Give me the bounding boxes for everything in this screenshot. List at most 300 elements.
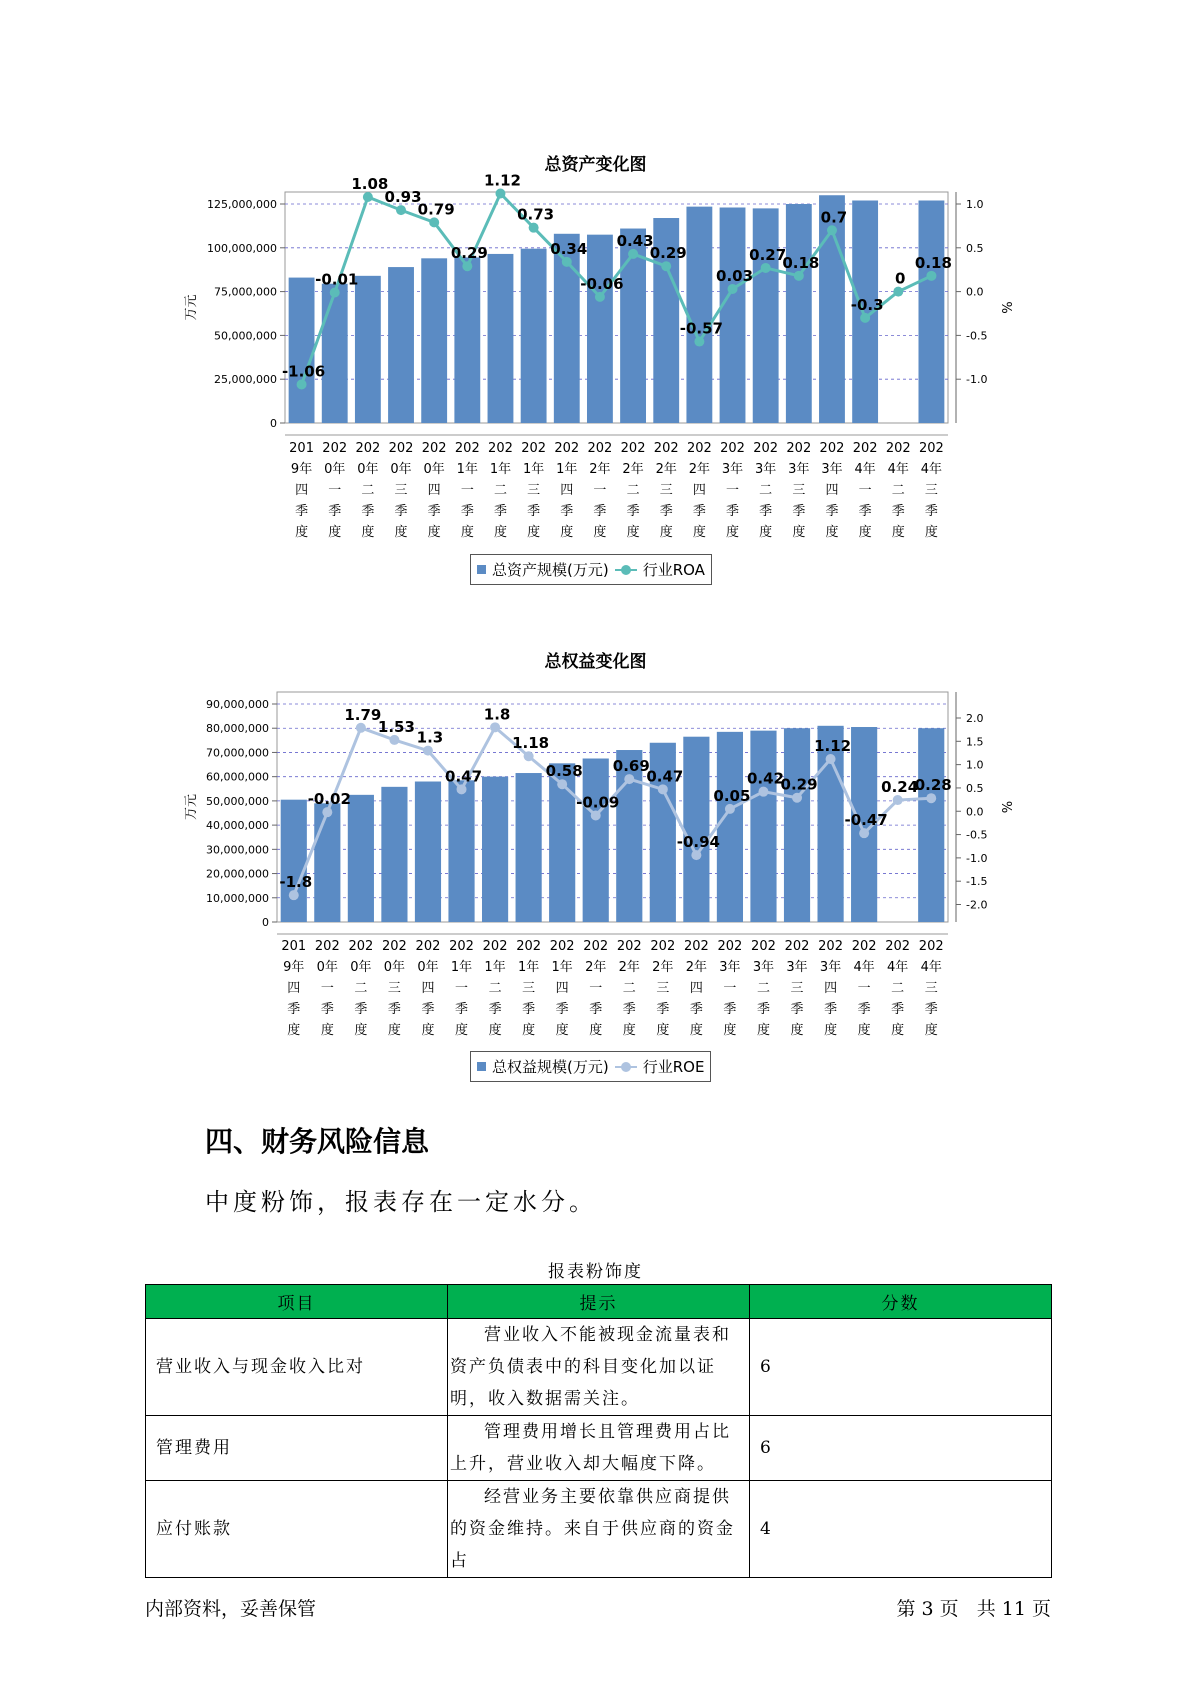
x-tick-label: 一 — [726, 483, 740, 498]
y2-tick-label: -2.0 — [966, 898, 988, 912]
y2-tick-label: 1.0 — [966, 198, 984, 211]
x-tick-label: 度 — [527, 525, 541, 540]
x-tick-label: 度 — [560, 525, 574, 540]
line-point — [761, 263, 771, 273]
row-score: 4 — [750, 1481, 1052, 1578]
x-tick-label: 季 — [354, 1002, 368, 1017]
x-tick-label: 202 — [683, 939, 709, 954]
x-tick-label: 0年 — [324, 462, 346, 477]
x-tick-label: 2年 — [655, 462, 677, 477]
x-tick-label: 季 — [756, 1002, 770, 1017]
x-tick-label: 202 — [653, 441, 679, 456]
x-tick-label: 一 — [593, 483, 607, 498]
line-point — [926, 271, 936, 281]
line-point — [429, 217, 439, 227]
x-tick-label: 0年 — [390, 462, 412, 477]
line-point — [893, 795, 903, 805]
x-tick-label: 202 — [449, 939, 474, 954]
x-tick-label: 度 — [361, 525, 375, 540]
line-point — [495, 188, 505, 198]
x-tick-label: 202 — [852, 441, 878, 456]
x-tick-label: 202 — [919, 441, 944, 456]
x-tick-label: 季 — [421, 1002, 435, 1017]
x-tick-label: 季 — [790, 1002, 804, 1017]
x-tick-label: 202 — [587, 441, 613, 456]
row-item: 管理费用 — [146, 1416, 448, 1481]
y-tick-label: 100,000,000 — [207, 241, 277, 255]
data-label: 0.05 — [713, 786, 751, 805]
x-tick-label: 四 — [824, 981, 838, 996]
x-tick-label: 3年 — [755, 462, 777, 477]
x-tick-label: 季 — [589, 1002, 603, 1017]
data-label: -1.06 — [281, 362, 326, 381]
data-label: 0.42 — [746, 769, 784, 788]
x-tick-label: 度 — [589, 1023, 603, 1038]
x-tick-label: 度 — [891, 525, 905, 540]
x-tick-label: 季 — [427, 504, 441, 519]
x-tick-label: 2年 — [688, 462, 711, 477]
line-point — [562, 257, 572, 267]
total-assets-chart — [0, 171, 1191, 580]
x-tick-label: 0年 — [357, 462, 379, 477]
x-tick-label: 2年 — [685, 960, 708, 975]
x-tick-label: 一 — [455, 981, 469, 996]
x-tick-label: 度 — [421, 1023, 435, 1038]
data-label: 0.29 — [450, 244, 488, 263]
x-tick-label: 季 — [659, 504, 673, 519]
x-tick-label: 度 — [825, 525, 839, 540]
y-tick-label: 0 — [270, 417, 277, 430]
bar — [355, 276, 381, 423]
x-tick-label: 三 — [659, 483, 673, 498]
table-row — [146, 1416, 1052, 1481]
x-tick-label: 1年 — [522, 462, 545, 477]
x-tick-label: 202 — [521, 441, 547, 456]
x-tick-label: 202 — [415, 939, 441, 954]
x-tick-label: 202 — [720, 441, 745, 456]
line-point — [860, 313, 870, 323]
line-point — [691, 850, 701, 860]
header-item: 项目 — [146, 1285, 448, 1319]
data-label: 1.8 — [483, 705, 511, 724]
bar — [720, 208, 746, 423]
data-label: 0.18 — [914, 253, 952, 272]
x-tick-label: 二 — [891, 483, 905, 498]
line-point — [591, 810, 601, 820]
row-hint: 经营业务主要依靠供应商提供的资金维持。来自于供应商的资金占 — [448, 1481, 750, 1578]
risk-table — [145, 1284, 1052, 1578]
x-tick-label: 202 — [482, 939, 508, 954]
data-label: 1.12 — [483, 171, 521, 190]
table-caption: 报表粉饰度 — [548, 1262, 643, 1282]
bar — [454, 257, 480, 423]
y-tick-label: 60,000,000 — [206, 770, 269, 784]
x-tick-label: 度 — [328, 525, 342, 540]
x-tick-label: 季 — [560, 504, 574, 519]
x-tick-label: 一 — [723, 981, 737, 996]
x-tick-label: 202 — [583, 939, 609, 954]
x-tick-label: 季 — [924, 1002, 938, 1017]
x-tick-label: 202 — [753, 441, 779, 456]
bar — [314, 803, 340, 922]
x-tick-label: 度 — [295, 525, 309, 540]
line-point — [490, 722, 500, 732]
x-tick-label: 4年 — [887, 960, 909, 975]
x-tick-label: 季 — [394, 504, 408, 519]
x-tick-label: 2年 — [652, 960, 674, 975]
y2-axis-title: % — [998, 800, 1013, 814]
line-point — [694, 337, 704, 347]
x-tick-label: 季 — [527, 504, 541, 519]
y-axis-title: 万元 — [184, 793, 199, 821]
x-tick-label: 度 — [723, 1023, 737, 1038]
x-tick-label: 四 — [689, 981, 703, 996]
x-tick-label: 季 — [460, 504, 474, 519]
line-point — [457, 784, 467, 794]
x-tick-label: 9年 — [290, 462, 313, 477]
x-tick-label: 度 — [354, 1023, 368, 1038]
x-tick-label: 0年 — [417, 960, 439, 975]
x-tick-label: 度 — [622, 1023, 636, 1038]
data-label: -0.3 — [850, 295, 884, 314]
x-tick-label: 3年 — [719, 960, 741, 975]
x-tick-label: 二 — [354, 981, 368, 996]
x-tick-label: 度 — [455, 1023, 469, 1038]
x-tick-label: 202 — [454, 441, 480, 456]
x-tick-label: 0年 — [316, 960, 338, 975]
section-summary: 中度粉饰，报表存在一定水分。 — [205, 1188, 597, 1216]
data-label: 1.12 — [814, 737, 852, 756]
x-tick-label: 度 — [659, 525, 673, 540]
x-tick-label: 季 — [858, 504, 872, 519]
x-tick-label: 202 — [717, 939, 743, 954]
line-point — [595, 292, 605, 302]
x-tick-label: 202 — [885, 441, 911, 456]
x-tick-label: 1年 — [456, 462, 478, 477]
x-tick-label: 202 — [348, 939, 374, 954]
x-tick-label: 二 — [891, 981, 905, 996]
x-tick-label: 度 — [656, 1023, 670, 1038]
x-tick-label: 0年 — [350, 960, 372, 975]
x-tick-label: 季 — [320, 1002, 334, 1017]
x-tick-label: 四 — [825, 483, 839, 498]
x-tick-label: 202 — [686, 441, 712, 456]
y-tick-label: 10,000,000 — [206, 891, 269, 905]
line-point — [624, 774, 634, 784]
row-hint: 管理费用增长且管理费用占比上升，营业收入却大幅度下降。 — [448, 1416, 750, 1481]
line-point — [826, 754, 836, 764]
data-label: 0.27 — [749, 245, 787, 264]
x-tick-label: 4年 — [887, 462, 909, 477]
x-tick-label: 度 — [759, 525, 773, 540]
x-tick-label: 季 — [857, 1002, 871, 1017]
x-tick-label: 202 — [355, 441, 381, 456]
x-tick-label: 三 — [790, 981, 804, 996]
x-tick-label: 季 — [622, 1002, 636, 1017]
y-tick-label: 75,000,000 — [214, 285, 277, 299]
x-tick-label: 四 — [421, 981, 435, 996]
x-tick-label: 201 — [289, 441, 314, 456]
x-tick-label: 0年 — [383, 960, 406, 975]
x-tick-label: 202 — [650, 939, 676, 954]
line-point — [758, 787, 768, 797]
data-label: 0.58 — [545, 762, 583, 781]
x-tick-label: 三 — [792, 483, 806, 498]
data-label: 0.28 — [914, 776, 952, 795]
chart-title-total-assets: 总资产变化图 — [544, 155, 647, 175]
data-label: 0.69 — [612, 757, 650, 776]
line-point — [893, 287, 903, 297]
x-tick-label: 3年 — [821, 462, 843, 477]
x-tick-label: 2年 — [622, 462, 644, 477]
data-label: 0.34 — [550, 239, 588, 258]
data-label: 1.53 — [377, 717, 415, 736]
x-tick-label: 四 — [287, 981, 301, 996]
x-tick-label: 季 — [493, 504, 507, 519]
x-tick-label: 三 — [394, 483, 408, 498]
x-tick-label: 一 — [328, 483, 342, 498]
legend-line-swatch — [615, 1062, 637, 1072]
legend-label-equity: 总权益规模(万元) — [492, 1058, 609, 1076]
bar — [583, 759, 609, 923]
line-point — [289, 890, 299, 900]
data-label: 0.43 — [616, 231, 654, 250]
bar — [784, 728, 810, 922]
y2-tick-label: 0.0 — [966, 805, 984, 819]
y-tick-label: 90,000,000 — [206, 698, 269, 711]
line-point — [658, 784, 668, 794]
bar — [388, 267, 414, 423]
x-tick-label: 季 — [455, 1002, 469, 1017]
y2-tick-label: 0.5 — [966, 781, 984, 795]
x-tick-label: 季 — [723, 1002, 737, 1017]
bar — [516, 773, 542, 922]
x-tick-label: 1年 — [551, 960, 573, 975]
x-tick-label: 202 — [819, 441, 845, 456]
y2-tick-label: 2.0 — [966, 711, 984, 725]
x-tick-label: 9年 — [283, 960, 305, 975]
y2-axis-title: % — [998, 301, 1013, 314]
x-tick-label: 度 — [394, 525, 408, 540]
x-tick-label: 四 — [560, 483, 574, 498]
data-label: 0.29 — [780, 775, 818, 794]
bar — [587, 235, 613, 423]
x-tick-label: 一 — [857, 981, 871, 996]
bar — [348, 795, 374, 922]
chart-title-total-equity: 总权益变化图 — [544, 652, 647, 672]
x-tick-label: 二 — [756, 981, 770, 996]
line-point — [462, 261, 472, 271]
bar — [686, 207, 712, 423]
x-tick-label: 三 — [924, 483, 938, 498]
bar — [918, 728, 944, 922]
x-tick-label: 202 — [549, 939, 575, 954]
header-hint: 提示 — [448, 1285, 750, 1319]
x-tick-label: 3年 — [788, 462, 810, 477]
line-point — [297, 379, 307, 389]
bar — [918, 200, 944, 423]
x-tick-label: 四 — [555, 981, 569, 996]
y2-tick-label: 1.0 — [966, 758, 984, 772]
x-tick-label: 季 — [522, 1002, 536, 1017]
data-label: 1.08 — [351, 174, 389, 193]
y-tick-label: 50,000,000 — [206, 794, 269, 808]
y-tick-label: 20,000,000 — [206, 867, 269, 881]
data-label: 0.29 — [649, 244, 687, 263]
x-tick-label: 季 — [488, 1002, 502, 1017]
row-score: 6 — [750, 1416, 1052, 1481]
line-point — [728, 284, 738, 294]
x-tick-label: 202 — [751, 939, 776, 954]
x-tick-label: 度 — [891, 1023, 905, 1038]
y2-tick-label: -1.0 — [966, 373, 988, 387]
bar — [683, 737, 709, 922]
x-tick-label: 1年 — [556, 462, 578, 477]
x-tick-label: 201 — [281, 939, 307, 954]
y2-tick-label: -1.5 — [966, 875, 988, 889]
x-tick-label: 一 — [589, 981, 603, 996]
line-point — [330, 287, 340, 297]
x-tick-label: 0年 — [423, 462, 445, 477]
line-point — [859, 828, 869, 838]
x-tick-label: 四 — [692, 483, 706, 498]
data-label: -0.57 — [679, 319, 723, 338]
x-tick-label: 季 — [792, 504, 806, 519]
x-tick-label: 4年 — [853, 960, 875, 975]
x-tick-label: 202 — [620, 441, 646, 456]
line-point — [794, 271, 804, 281]
data-label: -0.01 — [315, 270, 359, 289]
x-tick-label: 202 — [382, 939, 407, 954]
y-tick-label: 30,000,000 — [206, 843, 269, 857]
x-tick-label: 二 — [361, 483, 375, 498]
data-label: 0.93 — [384, 188, 422, 207]
bar — [482, 777, 508, 922]
x-tick-label: 二 — [493, 483, 507, 498]
x-tick-label: 二 — [488, 981, 502, 996]
x-tick-label: 度 — [593, 525, 607, 540]
x-tick-label: 三 — [656, 981, 670, 996]
x-tick-label: 202 — [818, 939, 843, 954]
bar — [786, 204, 812, 423]
x-tick-label: 3年 — [721, 462, 744, 477]
x-tick-label: 季 — [287, 1002, 301, 1017]
legend-label-roe: 行业ROE — [642, 1058, 705, 1076]
x-tick-label: 季 — [891, 504, 905, 519]
bar — [750, 731, 776, 922]
table-row — [146, 1481, 1052, 1578]
x-tick-label: 季 — [759, 504, 773, 519]
x-tick-label: 三 — [527, 483, 541, 498]
y2-tick-label: -1.0 — [966, 851, 988, 865]
line-point — [322, 807, 332, 817]
x-tick-label: 1年 — [484, 960, 506, 975]
x-tick-label: 3年 — [819, 960, 842, 975]
legend-total-assets — [470, 554, 712, 585]
bar — [448, 780, 474, 922]
x-tick-label: 度 — [726, 525, 740, 540]
legend-bar-swatch — [477, 565, 486, 574]
data-label: -1.8 — [279, 873, 313, 892]
data-label: 0.24 — [881, 778, 919, 797]
section-heading: 四、财务风险信息 — [205, 1125, 430, 1158]
line-point — [725, 804, 735, 814]
y-tick-label: 70,000,000 — [206, 746, 269, 760]
y2-tick-label: -0.5 — [966, 828, 988, 842]
x-tick-label: 一 — [320, 981, 334, 996]
row-hint: 营业收入不能被现金流量表和资产负债表中的科目变化加以证明，收入数据需关注。 — [448, 1319, 750, 1416]
x-tick-label: 度 — [756, 1023, 770, 1038]
line-point — [628, 249, 638, 259]
x-tick-label: 三 — [522, 981, 536, 996]
line-point — [423, 746, 433, 756]
x-tick-label: 202 — [516, 939, 542, 954]
x-tick-label: 四 — [295, 483, 309, 498]
x-tick-label: 季 — [692, 504, 706, 519]
y-tick-label: 0 — [262, 916, 269, 929]
y2-tick-label: 0.0 — [966, 285, 984, 299]
x-tick-label: 季 — [891, 1002, 905, 1017]
x-tick-label: 二 — [622, 981, 636, 996]
y-axis-title: 万元 — [184, 294, 199, 321]
bar — [381, 787, 407, 922]
bar — [415, 782, 441, 922]
x-tick-label: 度 — [692, 525, 706, 540]
footer-left: 内部资料，妥善保管 — [145, 1598, 317, 1620]
legend-total-equity — [470, 1051, 711, 1082]
bar — [421, 258, 447, 423]
x-tick-label: 季 — [726, 504, 740, 519]
line-point — [363, 192, 373, 202]
y-tick-label: 25,000,000 — [214, 373, 277, 387]
x-tick-label: 202 — [421, 441, 447, 456]
x-tick-label: 季 — [387, 1002, 401, 1017]
line-point — [356, 723, 366, 733]
y2-tick-label: 0.5 — [966, 241, 984, 255]
x-tick-label: 202 — [616, 939, 642, 954]
x-tick-label: 202 — [554, 441, 580, 456]
x-tick-label: 度 — [792, 525, 806, 540]
legend-bar-swatch — [477, 1062, 486, 1071]
row-item: 应付账款 — [146, 1481, 448, 1578]
x-tick-label: 季 — [825, 504, 839, 519]
x-tick-label: 202 — [322, 441, 348, 456]
x-tick-label: 一 — [460, 483, 474, 498]
x-tick-label: 2年 — [589, 462, 611, 477]
x-tick-label: 202 — [488, 441, 513, 456]
x-tick-label: 季 — [656, 1002, 670, 1017]
data-label: 0 — [895, 269, 906, 288]
table-row — [146, 1319, 1052, 1416]
data-label: -0.09 — [576, 793, 620, 812]
line-point — [396, 205, 406, 215]
x-tick-label: 季 — [626, 504, 640, 519]
x-tick-label: 度 — [790, 1023, 804, 1038]
data-label: 0.7 — [820, 208, 848, 227]
data-label: 1.3 — [416, 728, 444, 747]
data-label: 0.03 — [716, 266, 754, 285]
x-tick-label: 一 — [858, 483, 872, 498]
total-equity-chart — [0, 680, 1191, 1080]
x-tick-label: 度 — [824, 1023, 838, 1038]
x-tick-label: 度 — [427, 525, 441, 540]
x-tick-label: 1年 — [517, 960, 540, 975]
line-point — [827, 225, 837, 235]
y2-tick-label: -0.5 — [966, 329, 988, 343]
x-tick-label: 度 — [858, 525, 872, 540]
x-tick-label: 4年 — [920, 960, 942, 975]
x-tick-label: 2年 — [618, 960, 640, 975]
